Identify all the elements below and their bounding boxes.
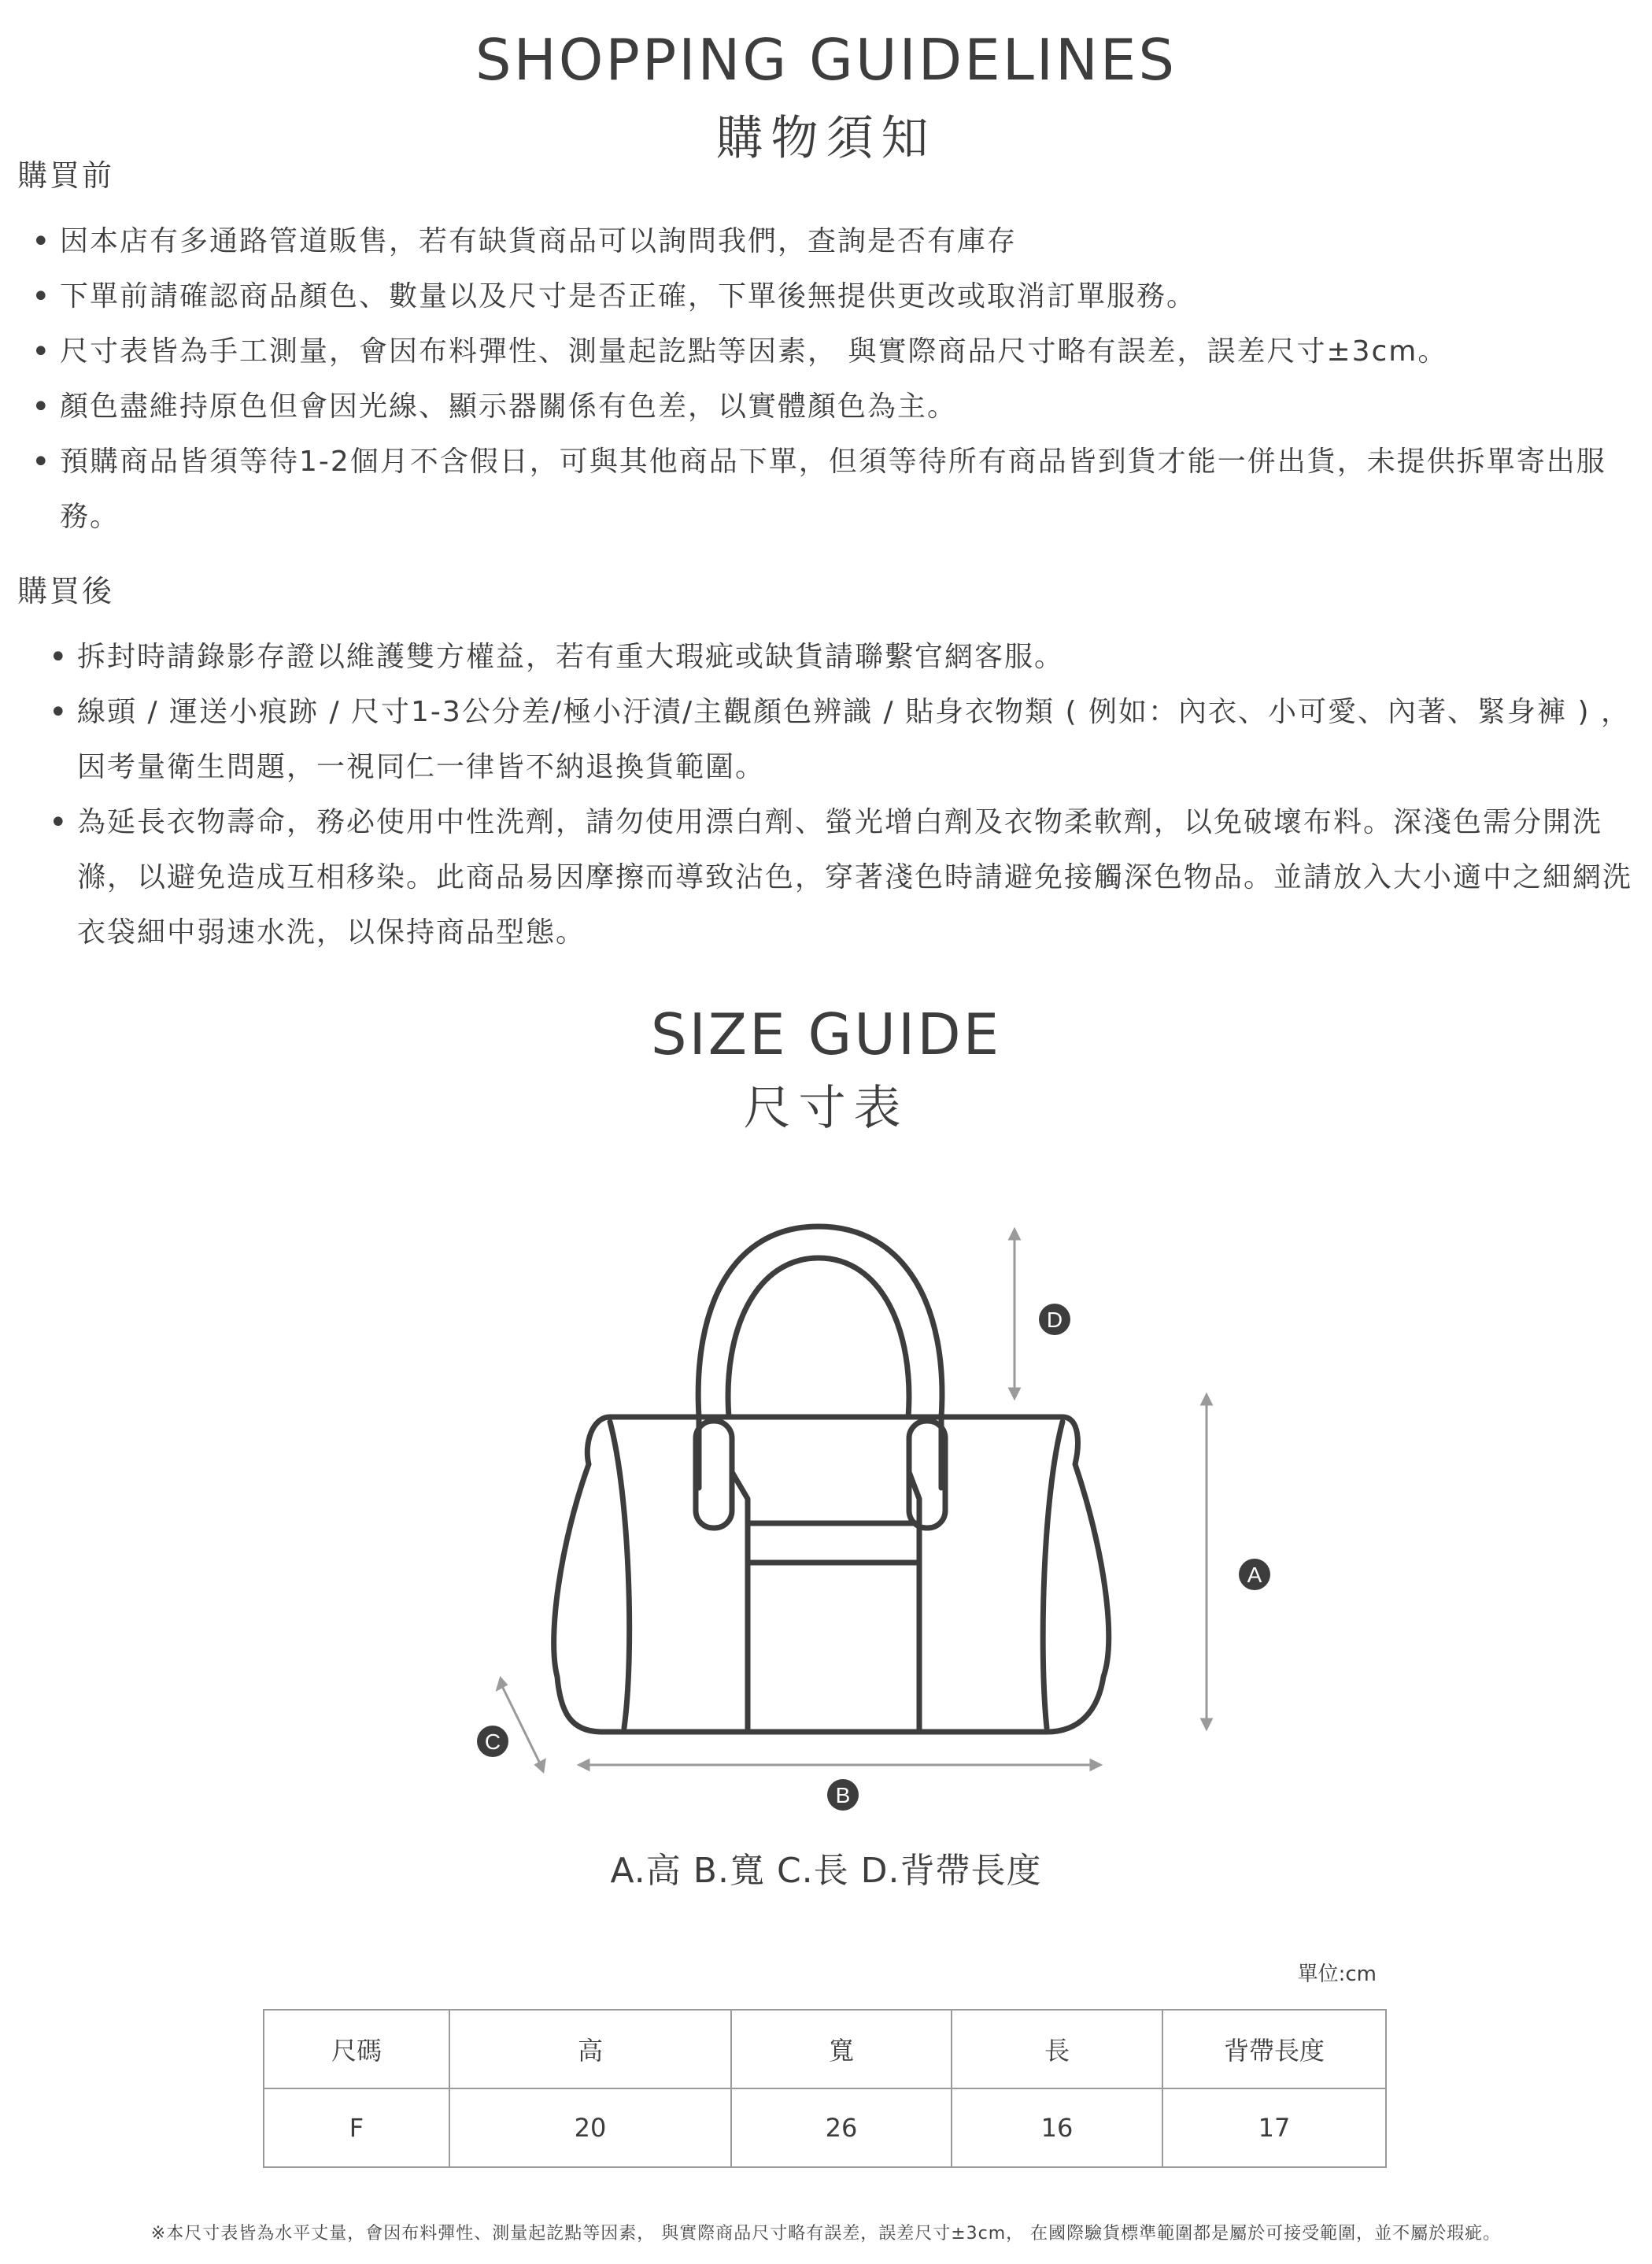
svg-text:C: C — [484, 1729, 501, 1754]
after-purchase-heading: 購買後 — [17, 574, 115, 609]
size-footnote: ※本尺寸表皆為水平丈量，會因布料彈性、測量起訖點等因素， 與實際商品尺寸略有誤差，誤差尺寸±3cm， 在國際驗貨標準範圍都是屬於可接受範圍，並不屬於瑕疵。 — [150, 2224, 1502, 2244]
list-item: • 尺寸表皆為手工測量，會因布料彈性、測量起訖點等因素， 與實際商品尺寸略有誤差，誤差尺寸±3cm。 — [60, 324, 1642, 379]
table-row — [264, 2088, 1386, 2167]
dimension-marker-c — [477, 1726, 508, 1757]
table-cell: F — [264, 2088, 449, 2167]
guidelines-title-en: SHOPPING GUIDELINES — [475, 27, 1177, 93]
table-cell: 17 — [1162, 2088, 1386, 2167]
table-header-cell: 長 — [952, 2010, 1162, 2088]
dimension-marker-d — [1039, 1304, 1070, 1335]
table-cell: 20 — [449, 2088, 731, 2167]
svg-text:A: A — [1247, 1563, 1262, 1587]
unit-label: 單位:cm — [1297, 1963, 1377, 1986]
table-header-cell: 寬 — [731, 2010, 952, 2088]
dimension-marker-a — [1239, 1559, 1270, 1590]
before-purchase-heading: 購買前 — [17, 158, 115, 193]
list-item: • 顏色盡維持原色但會因光線、顯示器關係有色差，以實體顏色為主。 — [60, 379, 1642, 435]
table-header-cell: 高 — [449, 2010, 731, 2088]
svg-text:D: D — [1046, 1308, 1063, 1332]
size-guide-title-en: SIZE GUIDE — [650, 1001, 1002, 1067]
size-guide-title-zh: 尺寸表 — [743, 1081, 909, 1136]
dimension-legend: A.高 B.寬 C.長 D.背帶長度 — [610, 1851, 1042, 1891]
svg-text:B: B — [835, 1783, 851, 1807]
list-item: • 線頭 / 運送小痕跡 / 尺寸1-3公分差/極小汙漬/主觀顏色辨識 / 貼身衣物類 ( 例如：內衣、小可愛、內著、緊身褲 ) ，因考量衛生問題，一視同仁一律皆不納退換貨範圍。 — [77, 685, 1645, 795]
list-item: • 為延長衣物壽命，務必使用中性洗劑，請勿使用漂白劑、螢光增白劑及衣物柔軟劑，以免破壞布料。深淺色需分開洗滌，以避免造成互相移染。此商品易因摩擦而導致沾色，穿著淺色時請避免接觸深色物品。並請放入大小適中之細網洗衣袋細中弱速水洗，以保持商品型態。 — [77, 795, 1645, 960]
size-table — [263, 2009, 1387, 2168]
list-item: • 預購商品皆須等待1-2個月不含假日，可與其他商品下單，但須等待所有商品皆到貨才能一併出貨，未提供拆單寄出服務。 — [60, 435, 1642, 545]
table-header-cell: 尺碼 — [264, 2010, 449, 2088]
list-item: • 因本店有多通路管道販售，若有缺貨商品可以詢問我們，查詢是否有庫存 — [60, 214, 1642, 269]
guidelines-title-zh: 購物須知 — [715, 111, 937, 166]
dimension-marker-b — [827, 1779, 859, 1811]
table-header-row — [264, 2010, 1386, 2088]
list-item: • 下單前請確認商品顏色、數量以及尺寸是否正確，下單後無提供更改或取消訂單服務。 — [60, 269, 1642, 324]
table-cell: 16 — [952, 2088, 1162, 2167]
table-cell: 26 — [731, 2088, 952, 2167]
table-header-cell: 背帶長度 — [1162, 2010, 1386, 2088]
list-item: • 拆封時請錄影存證以維護雙方權益，若有重大瑕疵或缺貨請聯繫官網客服。 — [77, 630, 1645, 685]
